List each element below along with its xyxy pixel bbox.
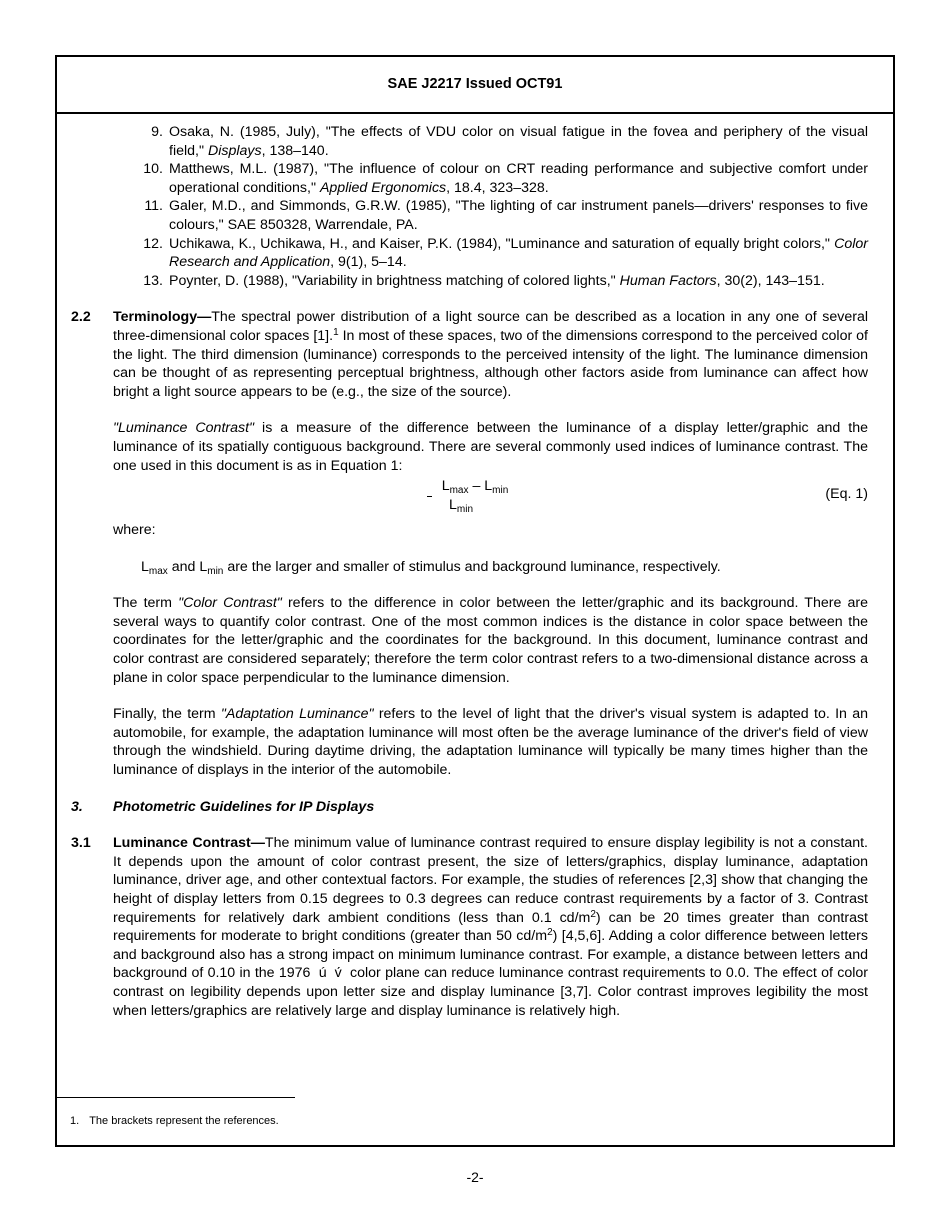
reference-item xyxy=(57,272,893,291)
reference-text: Osaka, N. (1985, July), "The effects of VDU color on visual fatigue in the fovea and periphery of the visual field," xyxy=(169,124,868,159)
section-title: Terminology— xyxy=(113,309,212,326)
reference-number: 10. xyxy=(143,161,163,178)
reference-item xyxy=(57,235,893,272)
footnote-mark: 1 xyxy=(333,326,339,338)
term-color-contrast: "Color Contrast" xyxy=(178,595,282,612)
equation-numerator xyxy=(425,477,525,496)
paragraph-text: Finally, the term xyxy=(113,706,221,723)
reference-text: Matthews, M.L. (1987), "The influence of colour on CRT reading performance and subjective comfort under operational conditions," xyxy=(169,161,868,196)
reference-details: , 138–140. xyxy=(261,142,329,159)
reference-number: 11. xyxy=(144,198,163,215)
footnote-divider xyxy=(57,1097,295,1098)
reference-item xyxy=(57,160,893,197)
reference-details: , 9(1), 5–14. xyxy=(330,254,407,271)
color-contrast-paragraph xyxy=(57,594,893,687)
v-prime-symbol: v́ xyxy=(334,965,342,982)
u-prime-symbol: ú xyxy=(318,965,327,982)
equation-label: (Eq. 1) xyxy=(825,486,868,503)
adaptation-luminance-paragraph xyxy=(57,705,893,779)
paragraph-text: refers to the difference in color between the letter/graphic and its background. There are several ways to quantify color contrast. One of the most common indices is the distance in color space between the coordinates for the letter/graphic and the coordinates for the background. In this document, luminance contrast and color contrast are considered separately; therefore the term color contrast refers to a two-dimensional distance across a plane in color space perpendicular to the luminance dimension. xyxy=(113,595,868,686)
paragraph-text: and xyxy=(167,558,200,575)
section-text: ) can be 20 times greater than contrast requirements for moderate to bright conditions (greater than 50 cd/m xyxy=(113,909,868,945)
page-content xyxy=(57,123,893,1020)
term-adaptation-luminance: "Adaptation Luminance" xyxy=(220,706,374,723)
reference-number: 13. xyxy=(143,272,163,289)
superscript: 2 xyxy=(547,927,553,939)
reference-list xyxy=(57,123,893,290)
section-title: Luminance Contrast— xyxy=(113,835,265,852)
superscript: 2 xyxy=(590,908,596,920)
reference-details: , 18.4, 323–328. xyxy=(446,179,549,196)
footnote-number: 1. xyxy=(70,1115,80,1127)
term-luminance-contrast: "Luminance Contrast" xyxy=(113,420,255,437)
eq-symbol: L xyxy=(199,558,208,575)
page-frame xyxy=(55,55,895,1147)
eq-subscript: max xyxy=(148,565,168,577)
reference-journal: Applied Ergonomics xyxy=(319,179,447,196)
section-number: 3.1 xyxy=(71,835,91,852)
section-text: ) [4,5,6]. Adding a color difference between letters and background also has a strong impact on minimum luminance contrast. For example, a distance between letters and background of 0.10 in the 1976 xyxy=(113,928,868,982)
eq-minus: – xyxy=(468,478,485,495)
section-text: The spectral power distribution of a light source can be described as a location in any one of several three-dimensional color spaces [1]. xyxy=(113,309,868,344)
section-3-heading xyxy=(57,798,893,817)
eq-subscript: min xyxy=(207,565,224,577)
paragraph-text: is a measure of the difference between the luminance of a display letter/graphic and the luminance of its spatially contiguous background. There are several commonly used indices of luminance contrast. The one used in this document is as in Equation 1: xyxy=(113,420,868,474)
page-number: -2- xyxy=(466,1169,484,1185)
eq-symbol: L xyxy=(449,497,457,514)
reference-journal: Color Research and Application xyxy=(169,235,868,271)
reference-item xyxy=(57,197,893,234)
reference-journal: Human Factors xyxy=(619,272,717,289)
where-definition xyxy=(57,558,893,577)
section-text: In most of these spaces, two of the dimensions correspond to the perceived color of the light. The third dimension (luminance) corresponds to the perceived intensity of the light. The luminance dimension can be thought of as representing perceptual brightness, although other factors aside from luminance can affect how bright a light source appears to be (e.g., the size of the source). xyxy=(113,327,868,400)
reference-text: Poynter, D. (1988), "Variability in brightness matching of colored lights," xyxy=(169,272,620,289)
section-number: 2.2 xyxy=(71,309,91,326)
eq-subscript: min xyxy=(492,485,509,497)
section-title: Photometric Guidelines for IP Displays xyxy=(113,798,375,815)
luminance-contrast-paragraph xyxy=(57,419,893,475)
reference-text: Galer, M.D., and Simmonds, G.R.W. (1985), "The lighting of car instrument panels—drivers' responses to five colours," SAE 850328, Warrendale, PA. xyxy=(169,198,868,233)
document-header xyxy=(57,57,893,114)
equation-1 xyxy=(57,477,893,519)
reference-details: , 30(2), 143–151. xyxy=(716,272,825,289)
fraction-bar xyxy=(427,496,432,497)
paragraph-text: refers to the level of light that the driver's visual system is adapted to. In an automobile, for example, the adaptation luminance will most often be the average luminance of the driver's field of view through the windshield. During daytime driving, the adaptation luminance will typically be many times higher than the luminance of displays in the interior of the automobile. xyxy=(113,706,868,779)
section-number: 3. xyxy=(71,798,83,815)
reference-item xyxy=(57,123,893,160)
reference-number: 12. xyxy=(143,235,163,252)
equation-denominator xyxy=(449,496,473,515)
eq-subscript: max xyxy=(449,485,469,497)
section-3-1 xyxy=(57,834,893,1020)
reference-journal: Displays xyxy=(207,142,262,159)
paragraph-text: The term xyxy=(113,595,179,612)
document-title: SAE J2217 Issued OCT91 xyxy=(387,76,563,93)
eq-symbol: L xyxy=(141,558,149,575)
eq-symbol: L xyxy=(484,478,493,495)
section-2-2 xyxy=(57,308,893,401)
footnote xyxy=(70,1112,289,1131)
footnote-text: The brackets represent the references. xyxy=(89,1115,279,1127)
where-label: where: xyxy=(113,522,156,539)
section-text: color plane can reduce luminance contrast requirements to 0.0. The effect of color contrast on legibility depends upon letter size and display luminance [3,7]. Color contrast improves legibility the most when letters/graphics are relatively large and display luminance is relatively high. xyxy=(113,965,868,1019)
reference-text: Uchikawa, K., Uchikawa, H., and Kaiser, P.K. (1984), "Luminance and saturation of equally bright colors," xyxy=(169,235,835,252)
section-text: The minimum value of luminance contrast required to ensure display legibility is not a constant. It depends upon the amount of color contrast present, the size of letters/graphics, display luminance, adaptation luminance, driver age, and other contextual factors. For example, the studies of references [2,3] show that changing the height of display letters from 0.15 degrees to 0.3 degrees can reduce contrast requirements by a factor of 3. Contrast requirements for relatively dark ambient conditions (less than 0.1 cd/m xyxy=(113,835,868,926)
paragraph-text: are the larger and smaller of stimulus and background luminance, respectively. xyxy=(223,558,721,575)
eq-subscript: min xyxy=(456,504,474,516)
eq-symbol: L xyxy=(441,478,450,495)
reference-number: 9. xyxy=(151,124,163,140)
